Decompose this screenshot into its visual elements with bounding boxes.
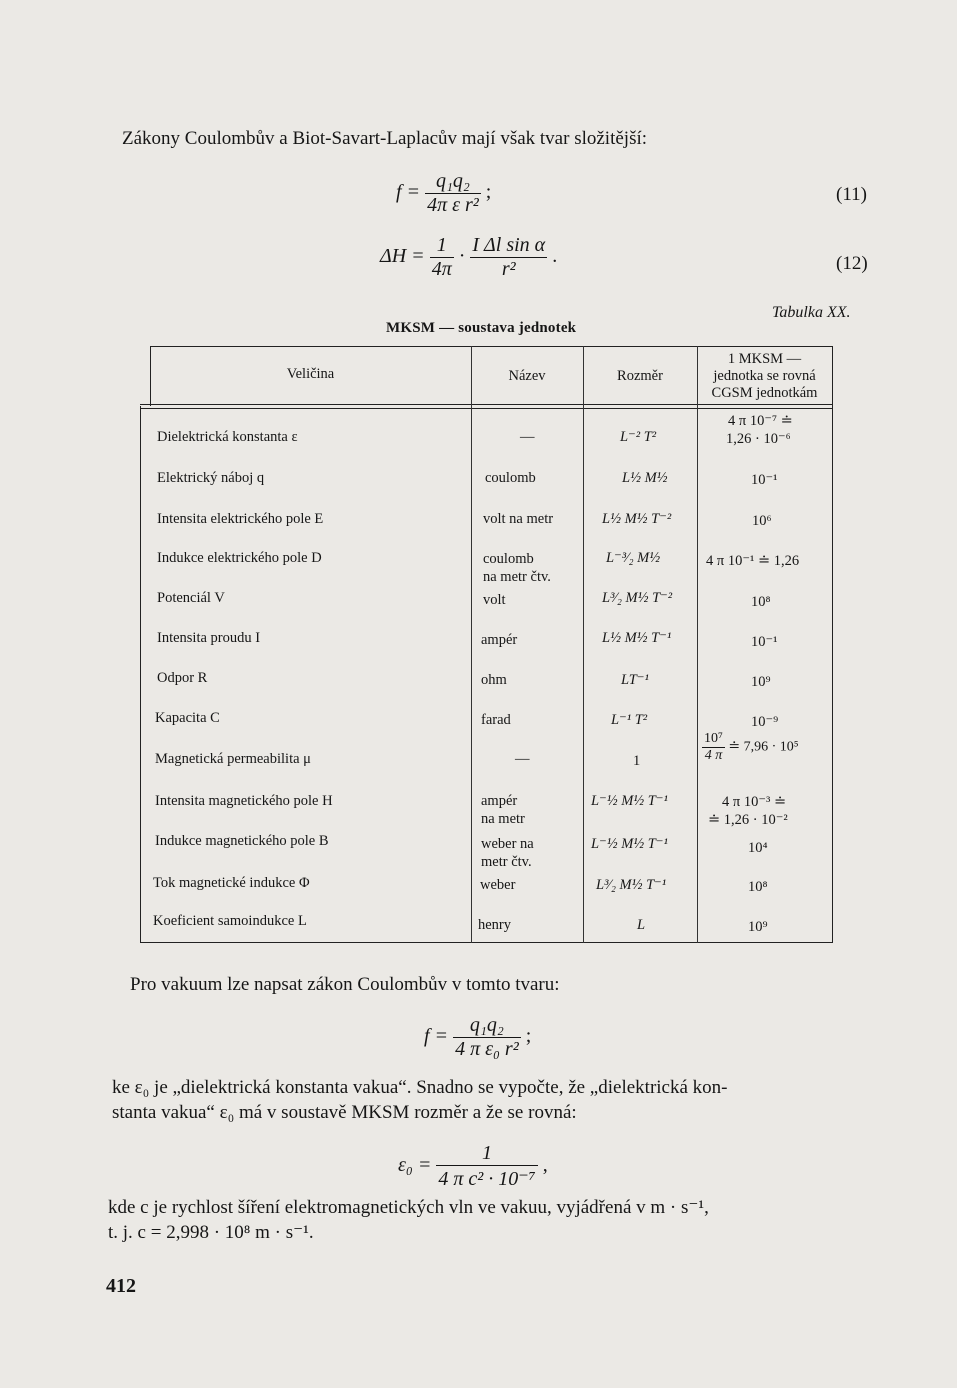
equation-epsilon (398, 1142, 548, 1191)
header-dimension: Rozměr (617, 368, 663, 384)
column-divider-2 (583, 346, 584, 943)
vacuum-text: Pro vakuum lze napsat zákon Coulombův v tomto tvaru: (130, 974, 560, 995)
table-left-border (140, 406, 141, 943)
conv-fraction-numerator: 10⁷ (704, 731, 723, 746)
row-quantity: Intensita magnetického pole H (155, 793, 333, 809)
header-separator-double (140, 408, 833, 409)
row-quantity: Dielektrická konstanta ε (157, 429, 298, 445)
row-name: farad (481, 712, 511, 728)
row-quantity: Elektrický náboj q (157, 470, 265, 486)
eqvac-denominator: 4 π ε₀ r² (455, 1038, 519, 1060)
row-quantity: Indukce magnetického pole B (155, 833, 329, 849)
header-conversion-line2: jednotka se rovná (713, 368, 816, 384)
row-quantity: Tok magnetické indukce Φ (153, 875, 310, 891)
row-conversion: 10⁸ (751, 594, 771, 610)
intro-text: Zákony Coulombův a Biot-Savart-Laplacův mají však tvar složitější: (122, 128, 648, 149)
row-conversion: 4 π 10⁻¹ ≐ 1,26 (706, 553, 800, 569)
row-name: volt na metr (483, 511, 554, 527)
row-dimension: L½ M½ T⁻¹ (602, 630, 672, 646)
eqvac-lhs: f = (424, 1025, 449, 1048)
units-table (140, 346, 833, 943)
row-name: coulomb (485, 470, 536, 486)
eqvac-fraction (453, 1014, 521, 1061)
row-conversion: ≐ 7,96 · 10⁵ (728, 739, 799, 755)
eq12-denominator-1: 4π (431, 258, 452, 280)
row-conversion-fraction (702, 731, 799, 764)
table-title: MKSM — soustava jednotek (386, 320, 577, 336)
row-dimension: L⁻³⁄₂ M½ (606, 550, 661, 566)
para3-line1: kde c je rychlost šíření elektromagnetických vln ve vakuu, vyjádřená v m · s⁻¹, (108, 1197, 709, 1218)
row-conversion-above: 4 π 10⁻⁷ ≐ (728, 413, 793, 429)
row-name-cont: metr čtv. (481, 854, 532, 870)
eq12-fraction-1 (430, 234, 454, 281)
eq12-tail: . (552, 245, 558, 268)
row-conversion: 10⁶ (752, 513, 772, 529)
row-dimension: L⁻½ M½ T⁻¹ (591, 793, 668, 809)
row-conversion: 10⁻¹ (751, 634, 778, 650)
table-top-border (150, 346, 833, 347)
row-dimension: 1 (633, 753, 641, 769)
row-name: — (515, 751, 530, 767)
eq12-dot: · (458, 245, 466, 268)
eqvac-tail: ; (525, 1025, 532, 1048)
row-dimension: L½ M½ T⁻² (602, 511, 672, 527)
row-quantity: Indukce elektrického pole D (157, 550, 322, 566)
header-conversion-line3: CGSM jednotkám (711, 385, 818, 401)
row-name-cont: na metr (481, 811, 525, 827)
row-quantity: Odpor R (157, 670, 208, 686)
row-name: ohm (481, 672, 507, 688)
equation-12-number: (12) (836, 253, 868, 274)
para3-line2: t. j. c = 2,998 · 10⁸ m · s⁻¹. (108, 1222, 314, 1243)
row-conversion: 10⁻¹ (751, 472, 778, 488)
row-dimension: LT⁻¹ (621, 672, 649, 688)
row-quantity: Kapacita C (155, 710, 220, 726)
column-divider-3 (697, 346, 698, 943)
eq11-numerator: q₁q₂ (435, 170, 470, 192)
header-conversion-line1: 1 MKSM — (727, 351, 802, 367)
row-conversion: 10⁸ (748, 879, 768, 895)
header-quantity: Veličina (286, 366, 335, 382)
eqeps-lhs: ε₀ = (398, 1154, 432, 1177)
equation-11-number: (11) (836, 184, 867, 205)
equation-11 (396, 170, 491, 217)
eqeps-numerator: 1 (482, 1142, 493, 1164)
row-conversion: 10⁹ (751, 674, 771, 690)
row-quantity: Magnetická permeabilita μ (155, 751, 311, 767)
eqeps-tail: , (542, 1154, 548, 1177)
table-caption: Tabulka XX. (772, 304, 851, 321)
table-bottom-border (140, 942, 833, 943)
para2-line2: stanta vakua“ ε₀ má v soustavě MKSM rozměr a že se rovná: (112, 1102, 577, 1123)
eq12-numerator-2: I Δl sin α (472, 234, 546, 256)
equation-vacuum (424, 1014, 531, 1061)
equation-12 (380, 234, 557, 281)
para2-line1: ke ε₀ je „dielektrická konstanta vakua“. Snadno se vypočte, že „dielektrická kon- (112, 1077, 728, 1098)
row-conversion: 1,26 · 10⁻⁶ (726, 431, 791, 447)
eq11-lhs: f = (396, 181, 421, 204)
row-quantity: Koeficient samoindukce L (153, 913, 307, 929)
row-name: ampér (481, 632, 518, 648)
eq12-numerator-1: 1 (436, 234, 447, 256)
header-separator (140, 404, 833, 405)
eqvac-numerator: q₁q₂ (469, 1014, 504, 1036)
row-name: ampér (481, 793, 518, 809)
page-number: 412 (106, 1275, 136, 1297)
row-name: weber (480, 877, 516, 893)
row-name: coulomb (483, 551, 534, 567)
eqeps-denominator: 4 π c² · 10⁻⁷ (436, 1165, 537, 1191)
eq12-lhs: ΔH = (380, 245, 425, 268)
row-conversion: 10⁹ (748, 919, 768, 935)
row-dimension: L (637, 917, 646, 933)
header-conversion (697, 351, 832, 402)
column-divider-1 (471, 346, 472, 943)
row-name: henry (478, 917, 512, 933)
row-name-cont: na metr čtv. (483, 569, 551, 585)
row-name: weber na (481, 836, 534, 852)
row-quantity: Intensita elektrického pole E (157, 511, 324, 527)
eq11-denominator: 4π ε r² (427, 194, 479, 216)
row-dimension: L⁻½ M½ T⁻¹ (591, 836, 668, 852)
header-name: Název (508, 368, 546, 384)
row-dimension: L⁻¹ T² (611, 712, 648, 728)
row-dimension: L⁻² T² (620, 429, 657, 445)
row-dimension: L³⁄₂ M½ T⁻² (602, 590, 673, 606)
eqeps-fraction (436, 1142, 537, 1191)
row-quantity: Potenciál V (157, 590, 225, 606)
row-conversion: 10⁴ (748, 840, 768, 856)
eq12-denominator-2: r² (470, 257, 547, 281)
row-conversion: 10⁻⁹ (751, 714, 779, 730)
table-right-border (832, 346, 833, 943)
row-name: volt (483, 592, 506, 608)
eq11-tail: ; (485, 181, 492, 204)
row-quantity: Intensita proudu I (157, 630, 261, 646)
row-conversion: 4 π 10⁻³ ≐ (722, 794, 787, 810)
row-conversion-cont: ≐ 1,26 · 10⁻² (708, 812, 788, 828)
conv-fraction-denominator: 4 π (702, 747, 725, 764)
row-name: — (520, 429, 535, 445)
eq11-fraction (425, 170, 481, 217)
row-dimension: L³⁄₂ M½ T⁻¹ (596, 877, 667, 893)
row-dimension: L½ M½ (622, 470, 668, 486)
eq12-fraction-2 (470, 234, 547, 281)
